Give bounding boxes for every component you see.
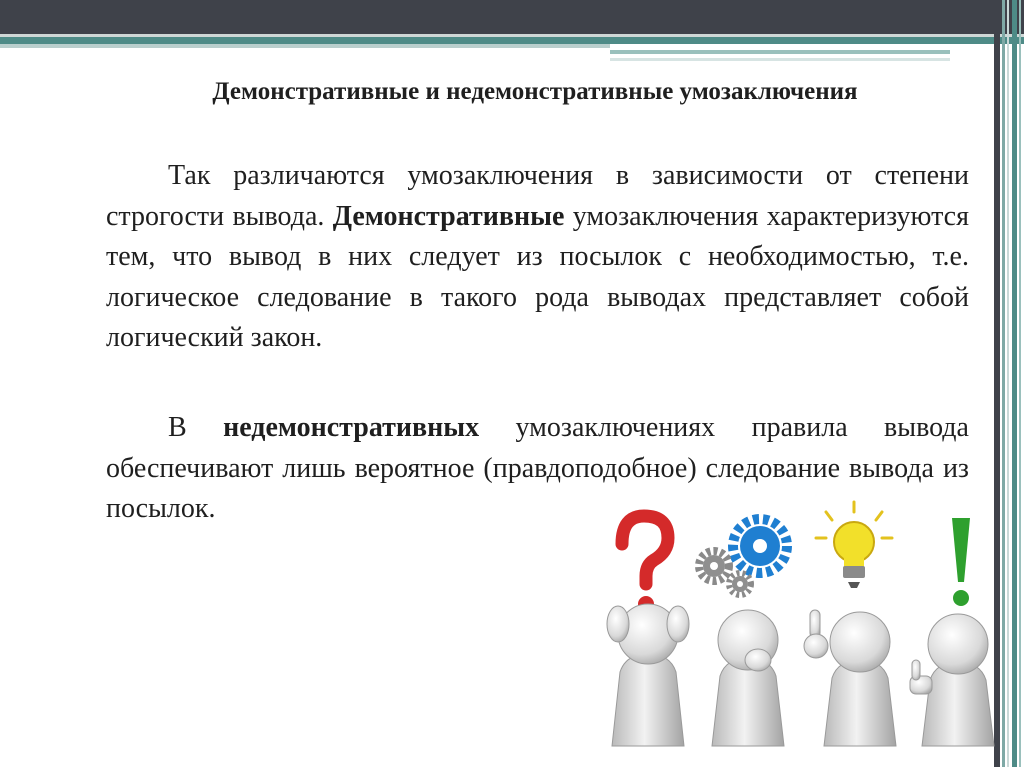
thumbs-up-person	[910, 614, 994, 746]
idea-person	[804, 610, 896, 746]
exclamation-mark-icon	[952, 518, 970, 606]
top-stripe-accent	[610, 50, 950, 54]
gears-icon	[699, 519, 787, 595]
paragraph2-text-a: В	[168, 412, 224, 443]
top-banner	[0, 0, 1024, 34]
thinking-people-illustration	[598, 500, 1002, 752]
confused-person	[607, 604, 689, 746]
top-stripe-teal	[0, 37, 1024, 44]
lightbulb-icon	[816, 502, 892, 588]
top-stripe-accent-thin	[610, 58, 950, 61]
paragraph1-bold-term: Демонстративные	[332, 200, 565, 232]
paragraph2-bold-term: недемонстративных	[223, 412, 480, 443]
paragraph2-text-b: умозаключениях правила вывода обеспечивают лишь вероятное (правдоподобное) следование вывода из посылок.	[106, 412, 969, 524]
paragraph1-text-a: Так различаются умозаключения в зависимости от степени строгости вывода.	[106, 160, 969, 232]
slide-title: Демонстративные и недемонстративные умозаключения	[212, 78, 858, 105]
thinking-person	[712, 610, 784, 746]
paragraph-demonstrative	[106, 156, 969, 359]
top-stripe-pale	[0, 44, 610, 48]
question-mark-icon	[622, 516, 668, 612]
paragraph1-text-b: умозаключения характеризуются тем, что вывод в них следует из посылок с необходимостью, т.е. логическое следование в такого рода выводах представляет собой логический закон.	[106, 200, 969, 353]
